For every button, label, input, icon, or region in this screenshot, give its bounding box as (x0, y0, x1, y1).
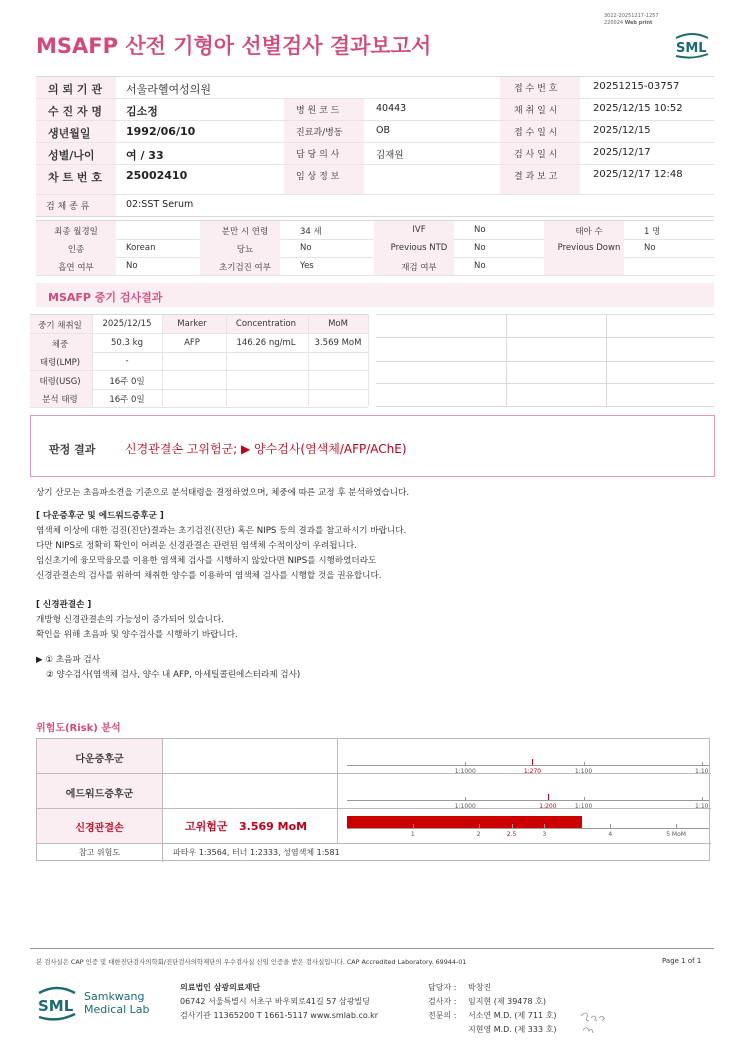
patient-l3-0: 접 수 번 호 (514, 84, 558, 94)
scale-tick-label: 1:270 (523, 768, 542, 775)
info-cell-0-7: 1 명 (644, 227, 661, 237)
patient-l3-4: 결 과 보 고 (514, 172, 558, 182)
results-cell-2-0: 태령(LMP) (39, 358, 81, 368)
col-divider (368, 314, 369, 406)
results-cell-0-0: 중기 채취일 (38, 321, 82, 331)
staff-name: 서소연 M.D. (제 711 호) (468, 1011, 557, 1020)
patient-l1-1: 수 진 자 명 (48, 105, 102, 118)
row-divider (36, 194, 714, 195)
ref-label: 참고 위험도 (78, 848, 121, 857)
results-cell-0-4: MoM (328, 319, 348, 329)
info-cell-1-5: No (474, 243, 486, 253)
row-divider (36, 275, 714, 276)
info-cell-1-6: Previous Down (557, 243, 621, 253)
risk-label-down: 다운증후군 (75, 754, 124, 765)
scale-tick-mark (413, 824, 414, 828)
scale-tick-label: 1:10 (695, 803, 709, 810)
sml-logo (672, 30, 712, 60)
col-divider (226, 314, 227, 406)
scale-tick-mark (544, 824, 545, 828)
patient-l3-3: 검 사 일 시 (514, 150, 558, 160)
info-cell-0-0: 최종 월경일 (54, 227, 98, 237)
samkwang-logo (36, 983, 78, 1023)
scale-tick-mark (548, 794, 549, 800)
patient-v2-3: 김재원 (376, 150, 404, 161)
results-cell-0-3: Concentration (235, 319, 297, 329)
patient-v3-3: 2025/12/17 (593, 147, 651, 158)
page-title: MSAFP 산전 기형아 선별검사 결과보고서 (36, 34, 432, 58)
notes-paragraph-down (36, 524, 716, 584)
org-details: 의료법인 삼광의료재단 06742 서울특별시 서초구 바우뫼로41길 57 삼광빌딩 검사기관 11365200 T 1661-5117 www.smlab.co.kr (180, 983, 379, 1020)
scale-axis (347, 765, 709, 766)
patient-l1-3: 성별/나이 (48, 149, 95, 162)
results-right-grid (376, 314, 714, 406)
results-cell-3-1: 16주 0일 (109, 376, 145, 387)
staff-list (428, 981, 556, 1037)
scale-tick-label: 1:100 (574, 803, 593, 810)
patient-l2-3: 담 당 의 사 (296, 150, 340, 160)
info-cell-0-4: IVF (412, 225, 426, 235)
svg-text:SML: SML (38, 997, 74, 1015)
results-cell-1-4: 3.569 MoM (314, 337, 362, 348)
notes-heading-ntd: [ 신경관결손 ] (36, 600, 92, 610)
patient-v2-2: OB (376, 125, 390, 136)
scale-tick-label: 2.5 (506, 831, 517, 838)
scale-tick-label: 1:100 (574, 768, 593, 775)
patient-v1-1: 김소정 (126, 105, 158, 118)
judgment-box (30, 415, 715, 477)
patient-v1-4: 25002410 (126, 169, 188, 182)
info-cell-1-4: Previous NTD (390, 243, 448, 253)
patient-l2-2: 진료과/병동 (296, 128, 343, 138)
staff-role: 검사자 : (428, 997, 457, 1006)
staff-role (428, 1023, 468, 1037)
info-cell-1-7: No (644, 243, 656, 253)
judgment-label: 판정 결과 (49, 443, 96, 456)
scale-axis (347, 828, 709, 829)
results-cell-1-0: 체중 (51, 339, 69, 350)
info-cell-2-2: 초기검진 여부 (219, 263, 271, 273)
patient-v1-3: 여 / 33 (126, 149, 164, 162)
staff-row (428, 1009, 556, 1023)
patient-l3-2: 접 수 일 시 (514, 128, 558, 138)
scale-tick-mark (676, 824, 677, 828)
patient-l2-4: 임 상 정 보 (296, 172, 340, 182)
scale-tick-mark (532, 759, 533, 765)
ref-value: 파타우 1:3564, 터너 1:2333, 성염색체 1:581 (173, 848, 340, 857)
judgment-value: 신경관결손 고위험군; ▶ 양수검사(염색체/AFP/AChE) (125, 442, 407, 456)
specimen-label: 검 체 종 류 (46, 202, 90, 212)
section-title: MSAFP 중기 검사결과 (48, 291, 163, 304)
col-divider (92, 314, 93, 406)
patient-l3-1: 채 취 일 시 (514, 106, 558, 116)
scale-tick-mark (584, 762, 585, 766)
patient-l1-0: 의 뢰 기 관 (48, 83, 102, 96)
recommendation-1: ▶ ① 초음파 검사 (36, 655, 101, 665)
info-cell-2-4: 재검 여부 (401, 263, 437, 273)
results-cell-4-0: 분석 태령 (42, 395, 78, 405)
patient-v3-0: 20251215-03757 (593, 81, 680, 92)
staff-row (428, 1023, 556, 1037)
scale-tick-label: 5 MoM (666, 831, 686, 838)
notes-line: 염색체 이상에 대한 검진(진단)결과는 초기검진(진단) 혹은 NIPS 등의 결과를 참고하시기 바랍니다. (36, 526, 407, 536)
scale-tick-mark (512, 824, 513, 828)
risk-title: 위험도(Risk) 분석 (36, 723, 121, 734)
staff-row (428, 995, 556, 1009)
page-number: Page 1 of 1 (662, 957, 702, 965)
scale-tick-label: 1:1000 (454, 803, 476, 810)
patient-v1-2: 1992/06/10 (126, 125, 196, 138)
ntd-mom-bar (347, 816, 582, 828)
scale-tick-label: 1:1000 (454, 768, 476, 775)
recommendation-2: ② 양수검사(염색체 검사, 양수 내 AFP, 아세틸콜린에스터라제 검사) (46, 670, 301, 680)
patient-v3-4: 2025/12/17 12:48 (593, 169, 683, 180)
row-divider (36, 98, 714, 99)
scale-tick-label: 1:200 (539, 803, 557, 810)
results-cell-1-2: AFP (184, 337, 200, 348)
notes-intro: 상기 산모는 초음파소견을 기준으로 분석태령을 결정하였으며, 체중에 따른 교정 후 분석하였습니다. (36, 488, 410, 498)
col-divider (308, 314, 309, 406)
results-cell-0-2: Marker (177, 319, 207, 329)
results-cell-3-0: 태령(USG) (39, 376, 81, 387)
info-cell-0-3: 34 세 (300, 227, 322, 237)
info-cell-0-5: No (474, 225, 486, 235)
scale-tick-label: 3 (542, 831, 547, 838)
scale-tick-mark (479, 824, 480, 828)
scale-tick-label: 1 (410, 831, 415, 838)
row-divider (30, 407, 368, 408)
scale-tick-mark (702, 762, 703, 766)
info-cell-0-6: 태아 수 (575, 227, 603, 237)
scale-tick-label: 4 (608, 831, 613, 838)
edwards-risk-scale (347, 792, 709, 808)
specimen-value: 02:SST Serum (126, 199, 194, 210)
notes-line: 개방형 신경관결손의 가능성이 증가되어 있습니다. (36, 615, 224, 625)
scale-axis (347, 800, 709, 801)
report-code-2: 220024 Web print (604, 20, 653, 26)
patient-v1-0: 서울라헬여성의원 (126, 83, 212, 96)
info-cell-2-0: 흡연 여부 (58, 263, 94, 273)
patient-v3-1: 2025/12/15 10:52 (593, 103, 683, 114)
staff-name: 박창진 (468, 983, 492, 992)
info-cell-1-0: 인종 (67, 245, 85, 255)
results-cell-2-1: - (125, 356, 129, 366)
info-cell-2-3: Yes (300, 261, 314, 271)
scale-tick-mark (610, 824, 611, 828)
ntd-result: 고위험군 3.569 MoM (185, 820, 308, 833)
info-label-bg (544, 257, 624, 275)
report-code: 3022-20251217-1257 (604, 13, 659, 19)
info-cell-0-2: 분만 시 연령 (221, 227, 269, 237)
results-cell-1-1: 50.3 kg (111, 337, 143, 348)
staff-role: 담당자 : (428, 983, 457, 992)
scale-tick-mark (465, 762, 466, 766)
down-risk-scale (347, 757, 709, 773)
risk-table (36, 738, 710, 861)
scale-tick-mark (465, 797, 466, 801)
info-cell-2-5: No (474, 261, 486, 271)
notes-line: 임신초기에 융모막융모를 이용한 염색체 검사를 시행하지 않았다면 NIPS를 시행하였더라도 (36, 556, 377, 566)
risk-label-ntd: 신경관결손 (75, 823, 124, 834)
risk-label-edwards: 에드워드증후군 (65, 789, 134, 800)
notes (36, 486, 716, 683)
notes-line: 확인을 위해 초음파 및 양수검사를 시행하기 바랍니다. (36, 630, 238, 640)
staff-role: 전문의 : (428, 1011, 457, 1020)
cert-statement: 본 검사실은 CAP 인증 및 대한진단검사의학회/진단검사의학재단의 우수검사실 신임 인증을 받은 검사실입니다. CAP Accredited Laboratory. 69944-01 (36, 958, 467, 966)
ntd-mom-scale (347, 816, 709, 842)
row-divider (36, 142, 714, 143)
scale-tick-label: 2 (476, 831, 481, 838)
signature (578, 1008, 608, 1038)
patient-l2-1: 병 원 코 드 (296, 106, 340, 116)
notes-line: 다만 NIPS로 정확히 확인이 어려운 신경관결손 관련된 염색체 수적이상이 우려됩니다. (36, 541, 357, 551)
org-name: Samkwang Medical Lab (84, 990, 150, 1016)
scale-tick-mark (584, 797, 585, 801)
notes-line: 신경관결손의 검사를 위하여 채취한 양수를 이용하여 염색체 검사를 시행할 것을 권유합니다. (36, 571, 382, 581)
col-divider (162, 314, 163, 406)
notes-paragraph-ntd (36, 613, 716, 643)
row-divider (36, 120, 714, 121)
scale-tick-mark (702, 797, 703, 801)
results-cell-4-1: 16주 0일 (109, 395, 145, 405)
notes-heading-down: [ 다운증후군 및 에드워드증후군 ] (36, 511, 164, 521)
row-divider (36, 164, 714, 165)
results-cell-0-1: 2025/12/15 (102, 319, 152, 329)
info-cell-1-2: 당뇨 (236, 245, 254, 255)
patient-l1-4: 차 트 번 호 (48, 171, 102, 184)
info-cell-1-3: No (300, 243, 312, 253)
staff-name: 지현영 M.D. (제 333 호) (468, 1025, 557, 1034)
info-cell-2-1: No (126, 261, 138, 271)
staff-name: 임지현 (제 39478 호) (468, 997, 546, 1006)
patient-l1-2: 생년월일 (48, 127, 91, 140)
info-cell-1-1: Korean (126, 243, 156, 253)
svg-text:SML: SML (676, 41, 707, 56)
staff-row (428, 981, 556, 995)
scale-tick-label: 1:10 (695, 768, 709, 775)
patient-v3-2: 2025/12/15 (593, 125, 651, 136)
results-cell-1-3: 146.26 ng/mL (236, 337, 296, 348)
patient-v2-1: 40443 (376, 103, 407, 114)
